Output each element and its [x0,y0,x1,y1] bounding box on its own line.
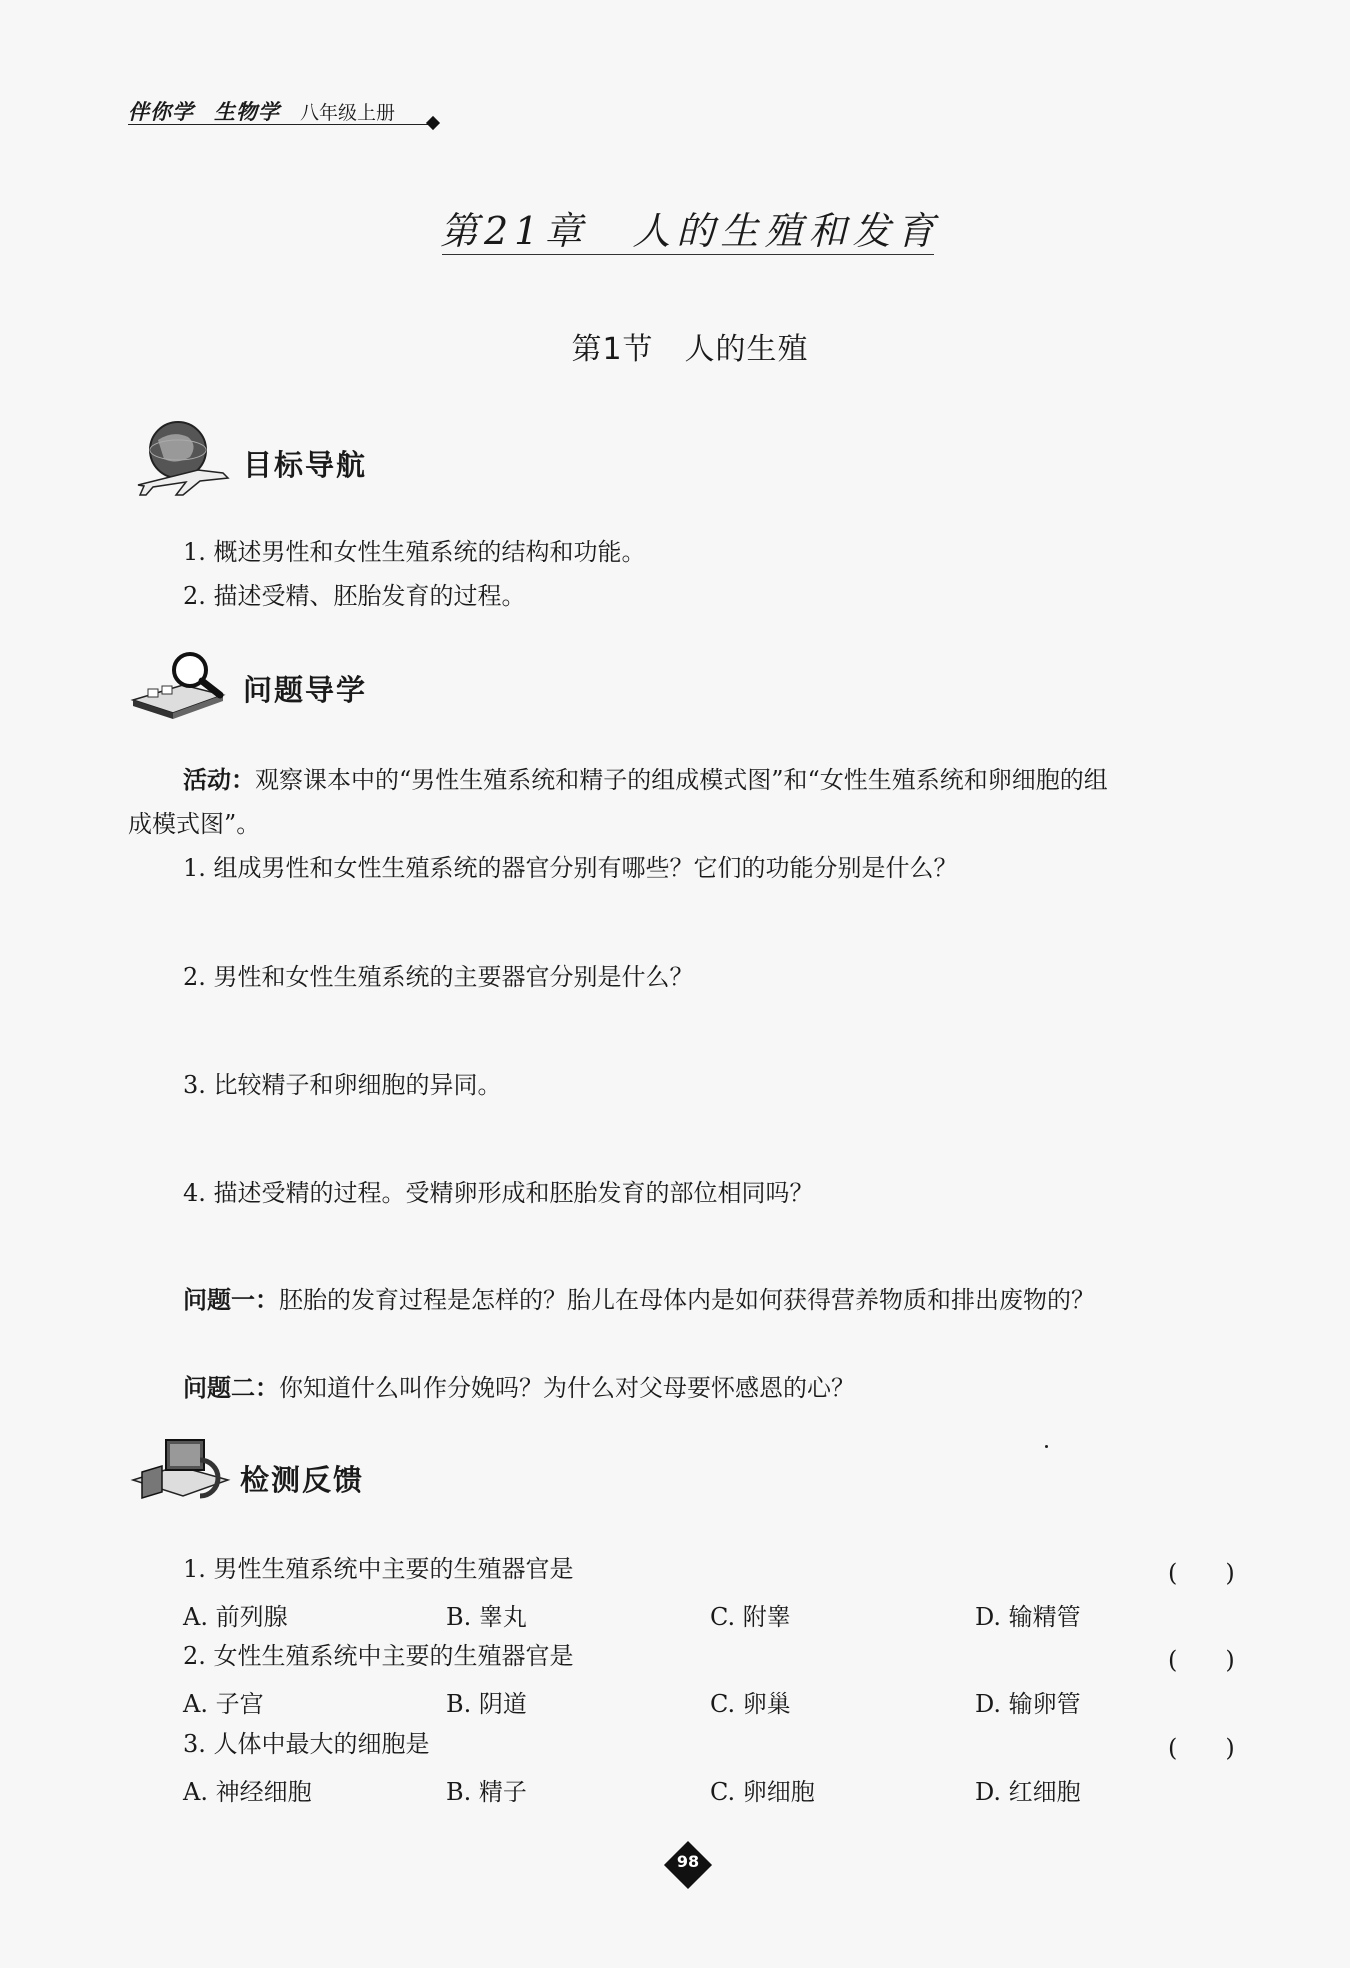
option-a: A. 子宫 [183,1690,264,1718]
guide-question: 2. 男性和女性生殖系统的主要器官分别是什么？ [183,963,694,991]
header-diamond-icon [426,116,440,130]
activity-line-1 [183,764,1108,796]
feedback-question: 1. 男性生殖系统中主要的生殖器官是 [183,1555,574,1583]
running-header [128,96,395,126]
goals-title: 目标导航 [243,448,368,482]
page-number-badge [665,1842,711,1888]
option-d: D. 输精管 [975,1603,1081,1631]
option-c: C. 卵细胞 [710,1778,815,1806]
option-b: B. 精子 [446,1778,527,1806]
feedback-title: 检测反馈 [240,1463,365,1497]
feedback-question: 2. 女性生殖系统中主要的生殖器官是 [183,1642,574,1670]
chapter-title: 第21章 人的生殖和发育 [440,209,941,253]
section-title: 第1节 人的生殖 [571,332,809,367]
header-rule [128,124,434,125]
goal-item: 1. 概述男性和女性生殖系统的结构和功能。 [183,538,646,566]
computer-icon [128,1430,238,1520]
option-b: B. 睾丸 [446,1603,527,1631]
activity-line-2: 成模式图”。 [128,810,261,838]
option-b: B. 阴道 [446,1690,527,1718]
subject-name: 生物学 [214,100,280,124]
answer-bracket: ( ) [1168,1559,1235,1587]
problem-one-text: 胚胎的发育过程是怎样的？胎儿在母体内是如何获得营养物质和排出废物的？ [279,1286,1095,1314]
problem-one-label: 问题一： [183,1286,279,1314]
answer-bracket: ( ) [1168,1646,1235,1674]
problem-two-text: 你知道什么叫作分娩吗？为什么对父母要怀感恩的心？ [279,1374,855,1402]
guide-title: 问题导学 [243,673,368,707]
problem-one [183,1284,1095,1316]
answer-bracket: ( ) [1168,1734,1235,1762]
activity-text: 观察课本中的“男性生殖系统和精子的组成模式图”和“女性生殖系统和卵细胞的组 [255,766,1108,794]
option-a: A. 前列腺 [183,1603,288,1631]
goal-item: 2. 描述受精、胚胎发育的过程。 [183,582,526,610]
problem-two-label: 问题二： [183,1374,279,1402]
page-number: 98 [676,1852,700,1871]
magnifier-icon [128,645,238,735]
problem-two [183,1372,855,1404]
guide-question: 1. 组成男性和女性生殖系统的器官分别有哪些？它们的功能分别是什么？ [183,854,958,882]
option-c: C. 附睾 [710,1603,791,1631]
option-d: D. 输卵管 [975,1690,1081,1718]
globe-airplane-icon [128,415,238,505]
series-name: 伴你学 [128,100,194,124]
feedback-question: 3. 人体中最大的细胞是 [183,1730,430,1758]
option-d: D. 红细胞 [975,1778,1081,1806]
activity-label: 活动： [183,766,255,794]
guide-question: 3. 比较精子和卵细胞的异同。 [183,1071,502,1099]
grade-name: 八年级上册 [300,102,396,124]
option-c: C. 卵巢 [710,1690,791,1718]
stray-dot [1045,1445,1048,1448]
chapter-rule [442,254,934,255]
option-a: A. 神经细胞 [183,1778,312,1806]
guide-question: 4. 描述受精的过程。受精卵形成和胚胎发育的部位相同吗？ [183,1179,814,1207]
